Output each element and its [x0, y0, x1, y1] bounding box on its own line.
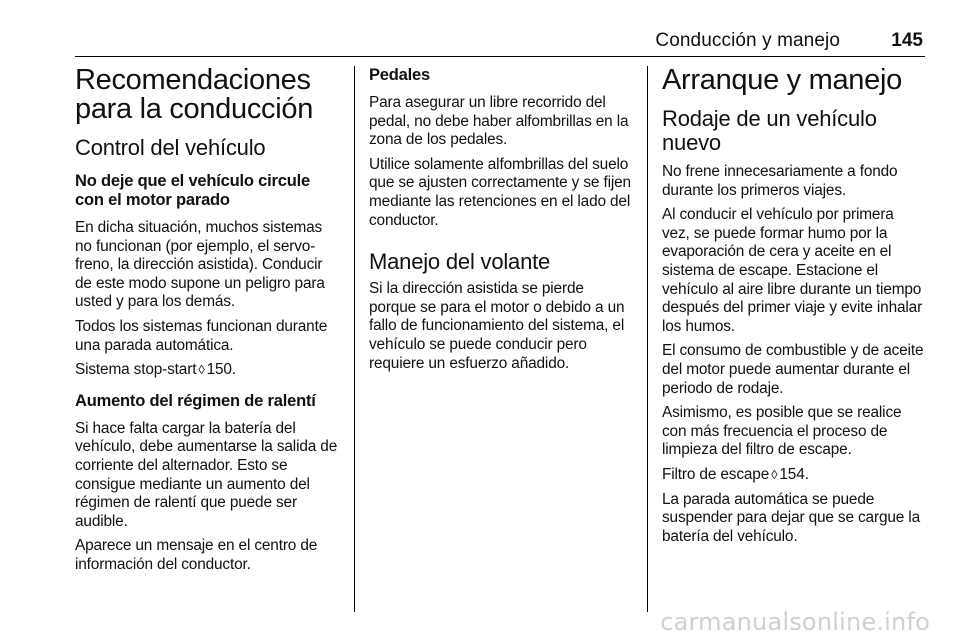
- paragraph-pedales-2: Utilice solamente alfombrillas del suelo que se ajusten correctamente y se fijen mediante las retenciones en el lado del conductor.: [369, 155, 631, 229]
- paragraph-rodaje-5: La parada automática se puede suspender para dejar que se cargue la batería del vehículo.: [662, 490, 920, 545]
- column-1: [75, 66, 341, 575]
- subsection-title-volante: Manejo del volante: [369, 249, 551, 275]
- paragraph-ralenti-2: Aparece un mensaje en el centro de información del conductor.: [75, 537, 318, 573]
- paragraph-rodaje-2: Al conducir el vehículo por primera vez, se puede formar humo por la evaporación de cera y aceite en el sistema de escape. Estacione el vehículo al aire libre durante un tiempo después del primer viaje y evite inhalar los humos.: [662, 206, 923, 335]
- paragraph-rodaje-1: No frene innecesariamente a fondo durante los primeros viajes.: [662, 163, 898, 199]
- watermark: carmanualsonline.info: [660, 608, 930, 636]
- reference-text: Sistema stop-start: [75, 361, 197, 379]
- column-divider-2: [647, 66, 648, 612]
- section-title-arranque: Arranque y manejo: [662, 64, 902, 96]
- reference-page: 150.: [206, 361, 236, 379]
- subsection-title-control: Control del vehículo: [75, 135, 266, 160]
- paragraph-rodaje-3: El consumo de combustible y de aceite del motor puede aumentar durante el periodo de rodaje.: [662, 342, 924, 397]
- paragraph-ralenti-1: Si hace falta cargar la batería del vehículo, debe aumentarse la salida de corriente del alternador. Esto se consigue mediante un aumento del régimen de ralentí que puede ser audible.: [75, 419, 338, 530]
- heading-motor-parado: No deje que el vehículo circule con el motor parado: [75, 172, 310, 209]
- column-divider-1: [354, 66, 355, 612]
- cross-reference-filtro: [662, 466, 925, 485]
- running-title: Conducción y manejo: [655, 30, 840, 51]
- cross-reference-stop-start: [75, 361, 341, 380]
- paragraph-motor-parado-2: Todos los sistemas funcionan durante una parada automática.: [75, 317, 328, 354]
- page-number: 145: [891, 30, 923, 51]
- subsection-title-rodaje: Rodaje de un vehículo nuevo: [662, 106, 877, 155]
- reference-page: 154.: [779, 465, 809, 483]
- page-header: [75, 28, 925, 57]
- paragraph-rodaje-4: Asimismo, es posible que se realice con más frecuencia el proceso de limpieza del filtro de escape.: [662, 404, 902, 459]
- reference-text: Filtro de escape: [662, 465, 770, 483]
- column-3: [662, 66, 925, 546]
- column-2: [369, 66, 634, 373]
- paragraph-volante-1: Si la dirección asistida se pierde porque se para el motor o debido a un fallo de funcionamiento del sistema, el vehículo se puede conducir pero requiere un esfuerzo añadido.: [369, 280, 625, 372]
- paragraph-pedales-1: Para asegurar un libre recorrido del pedal, no debe haber alfombrillas en la zona de los pedales.: [369, 94, 629, 149]
- section-title-recomendaciones: Recomendaciones para la conducción: [75, 64, 314, 125]
- heading-pedales: Pedales: [369, 66, 430, 84]
- heading-ralenti: Aumento del régimen de ralentí: [75, 391, 316, 410]
- page-reference-icon: ◊: [771, 466, 778, 482]
- paragraph-motor-parado-1: En dicha situación, muchos sistemas no funcionan (por ejemplo, el servo-freno, la dirección asistida). Conducir de este modo supone un peligro para usted y para los demás.: [75, 219, 325, 311]
- page-reference-icon: ◊: [198, 362, 205, 378]
